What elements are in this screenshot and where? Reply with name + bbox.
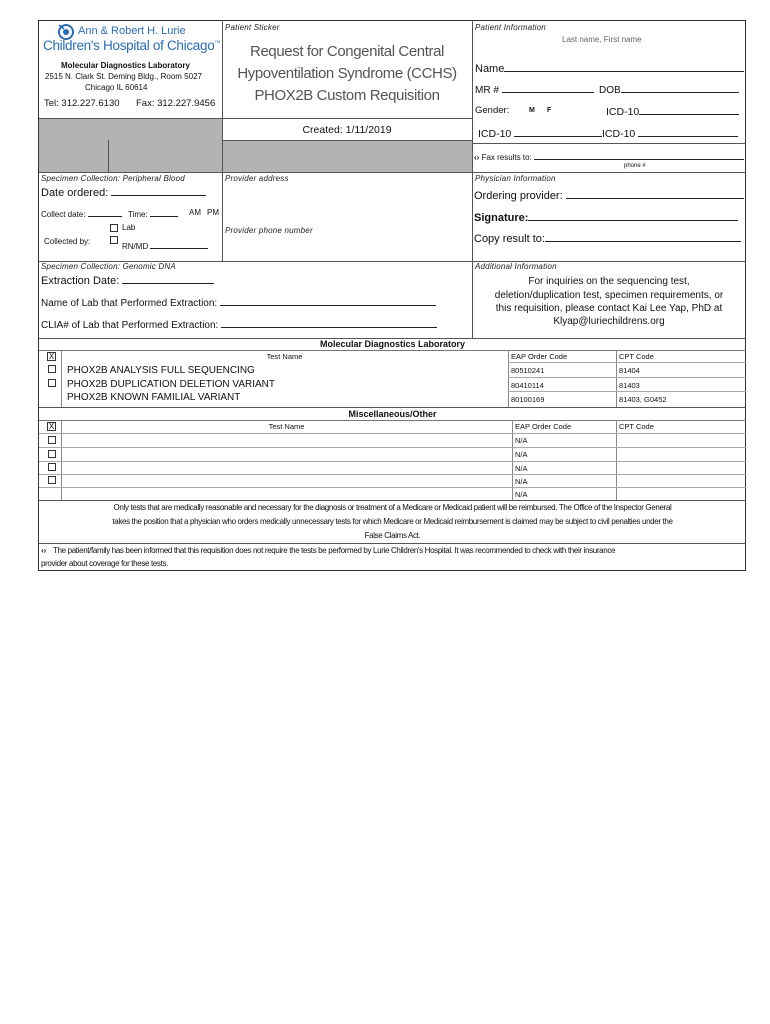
table-row-test: PHOX2B DUPLICATION DELETION VARIANT	[67, 379, 276, 390]
mdl-row-checkbox[interactable]	[48, 365, 56, 373]
mdl-col-test: Test Name	[266, 352, 303, 361]
table-row-eap: N/A	[515, 450, 528, 459]
provider-phone-label: Provider phone number	[225, 226, 313, 235]
mdl-col-cpt: CPT Code	[619, 352, 654, 361]
extraction-date-field[interactable]: Extraction Date:	[41, 273, 214, 287]
medicare-note-2: takes the position that a physician who orders medically unnecessary tests for which Medicare or Medicaid reimbursement is claimed may be subject to civil penalties under the	[112, 517, 673, 526]
fax-results-field[interactable]: ‹› Fax results to:	[474, 151, 744, 162]
radio-icon: ‹›	[474, 153, 480, 162]
table-row-eap: N/A	[515, 477, 528, 486]
gray-block-wide	[108, 140, 472, 172]
copy-result-field[interactable]: Copy result to:	[474, 231, 741, 245]
family-radio-icon[interactable]: ‹›	[41, 546, 47, 555]
am-option[interactable]: AM	[189, 208, 201, 217]
mr-field[interactable]: MR #	[475, 82, 594, 96]
family-note-1: The patient/family has been informed that this requisition does not require the tests be performed by Lurie Children's Hospital. It was recommended to check with their insurance	[53, 546, 616, 555]
misc-col-test: Test Name	[268, 422, 305, 431]
gender-label: Gender:	[475, 105, 510, 116]
lab-checkbox[interactable]	[110, 224, 118, 232]
title-line3: PHOX2B Custom Requisition	[254, 87, 440, 104]
gray-block-small	[39, 140, 108, 172]
phone-hint: phone #	[624, 163, 646, 169]
org-line2: Children's Hospital of Chicago™	[43, 38, 221, 53]
table-row-eap: 80100169	[511, 395, 545, 404]
title-line1: Request for Congenital Central	[250, 43, 444, 60]
misc-row-checkbox[interactable]	[48, 463, 56, 471]
table-row-cpt: 81403	[619, 381, 640, 390]
table-row-eap: 80410114	[511, 381, 544, 390]
name-field[interactable]: Name	[475, 61, 744, 75]
mdl-col-eap: EAP Order Code	[511, 352, 568, 361]
pm-option[interactable]: PM	[207, 208, 219, 217]
misc-x-checkbox[interactable]: X	[48, 422, 55, 431]
misc-row-checkbox[interactable]	[48, 450, 56, 458]
medicare-note-1: Only tests that are medically reasonable and necessary for the diagnosis or treatment of a Medicare or Medicaid patient will be reimbursed. The Office of the Inspector General	[113, 503, 672, 512]
misc-col-eap: EAP Order Code	[515, 422, 572, 431]
lab-option-label: Lab	[122, 223, 136, 232]
table-row-eap: N/A	[515, 464, 528, 473]
title-line2: Hypoventilation Syndrome (CCHS)	[237, 65, 457, 82]
lab-address-2: Chicago IL 60614	[85, 83, 148, 92]
gray-block-left	[39, 118, 222, 140]
last-first-hint: Last name, First name	[562, 35, 642, 44]
table-row-cpt: 81403, G0452	[619, 395, 667, 404]
icd10-field-b[interactable]: ICD-10	[478, 126, 602, 140]
signature-field[interactable]: Signature:	[474, 210, 738, 224]
icd10-field-a[interactable]: ICD-10	[606, 104, 739, 118]
medicare-note-3: False Claims Act.	[364, 531, 421, 540]
date-ordered-field[interactable]: Date ordered:	[41, 185, 206, 199]
patient-information-label: Patient Information	[475, 23, 546, 32]
extraction-lab-field[interactable]: Name of Lab that Performed Extraction:	[41, 295, 436, 309]
provider-address-header: Provider address	[225, 174, 289, 183]
misc-col-cpt: CPT Code	[619, 422, 654, 431]
ordering-provider-field[interactable]: Ordering provider:	[474, 188, 744, 202]
specimen-blood-header: Specimen Collection: Peripheral Blood	[41, 174, 185, 183]
lab-fax: Fax: 312.227.9456	[136, 98, 216, 109]
table-row-eap: N/A	[515, 436, 528, 445]
rn-md-field[interactable]: RN/MD	[122, 240, 208, 251]
clia-field[interactable]: CLIA# of Lab that Performed Extraction:	[41, 317, 437, 331]
mdl-x-checkbox[interactable]: X	[48, 352, 55, 361]
misc-row-checkbox[interactable]	[48, 436, 56, 444]
table-row-test: PHOX2B ANALYSIS FULL SEQUENCING	[67, 365, 255, 376]
table-row-cpt: 81404	[619, 366, 640, 375]
collected-by-label: Collected by:	[44, 237, 91, 246]
lab-tel: Tel: 312.227.6130	[44, 98, 120, 109]
lab-name: Molecular Diagnostics Laboratory	[61, 61, 190, 70]
icd10-field-c[interactable]: ICD-10	[602, 126, 738, 140]
gender-m-option[interactable]: M	[529, 107, 535, 114]
physician-info-header: Physician Information	[475, 174, 556, 183]
additional-line2: deletion/duplication test, specimen requirements, or	[494, 290, 724, 301]
mdl-row-checkbox[interactable]	[48, 379, 56, 387]
contact-email[interactable]: Klyap@luriechildrens.org	[553, 316, 665, 327]
org-line1: Ann & Robert H. Lurie	[78, 25, 186, 37]
created-date: Created: 1/11/2019	[302, 124, 392, 136]
additional-line3: this requisition, please contact Kai Lee Yap, PhD at	[495, 303, 723, 314]
misc-row-checkbox[interactable]	[48, 476, 56, 484]
additional-info-header: Additional Information	[475, 262, 557, 271]
time-field[interactable]: Time:	[128, 208, 178, 219]
misc-table-title: Miscellaneous/Other	[348, 409, 437, 419]
family-note-2: provider about coverage for these tests.	[41, 559, 168, 568]
collect-date-field[interactable]: Collect date:	[41, 208, 122, 219]
patient-sticker-label: Patient Sticker	[225, 23, 280, 32]
specimen-dna-header: Specimen Collection: Genomic DNA	[41, 262, 176, 271]
table-row-eap: N/A	[515, 490, 528, 499]
table-row-test: PHOX2B KNOWN FAMILIAL VARIANT	[67, 392, 241, 403]
rn-md-checkbox[interactable]	[110, 236, 118, 244]
trademark-mark: ™	[214, 40, 221, 47]
mdl-table-title: Molecular Diagnostics Laboratory	[319, 339, 466, 349]
gender-f-option[interactable]: F	[547, 107, 552, 114]
lab-address-1: 2515 N. Clark St. Deming Bldg., Room 5027	[45, 72, 202, 81]
table-row-eap: 80510241	[511, 366, 545, 375]
additional-line1: For inquiries on the sequencing test,	[528, 276, 690, 287]
dob-field[interactable]: DOB	[599, 82, 739, 96]
